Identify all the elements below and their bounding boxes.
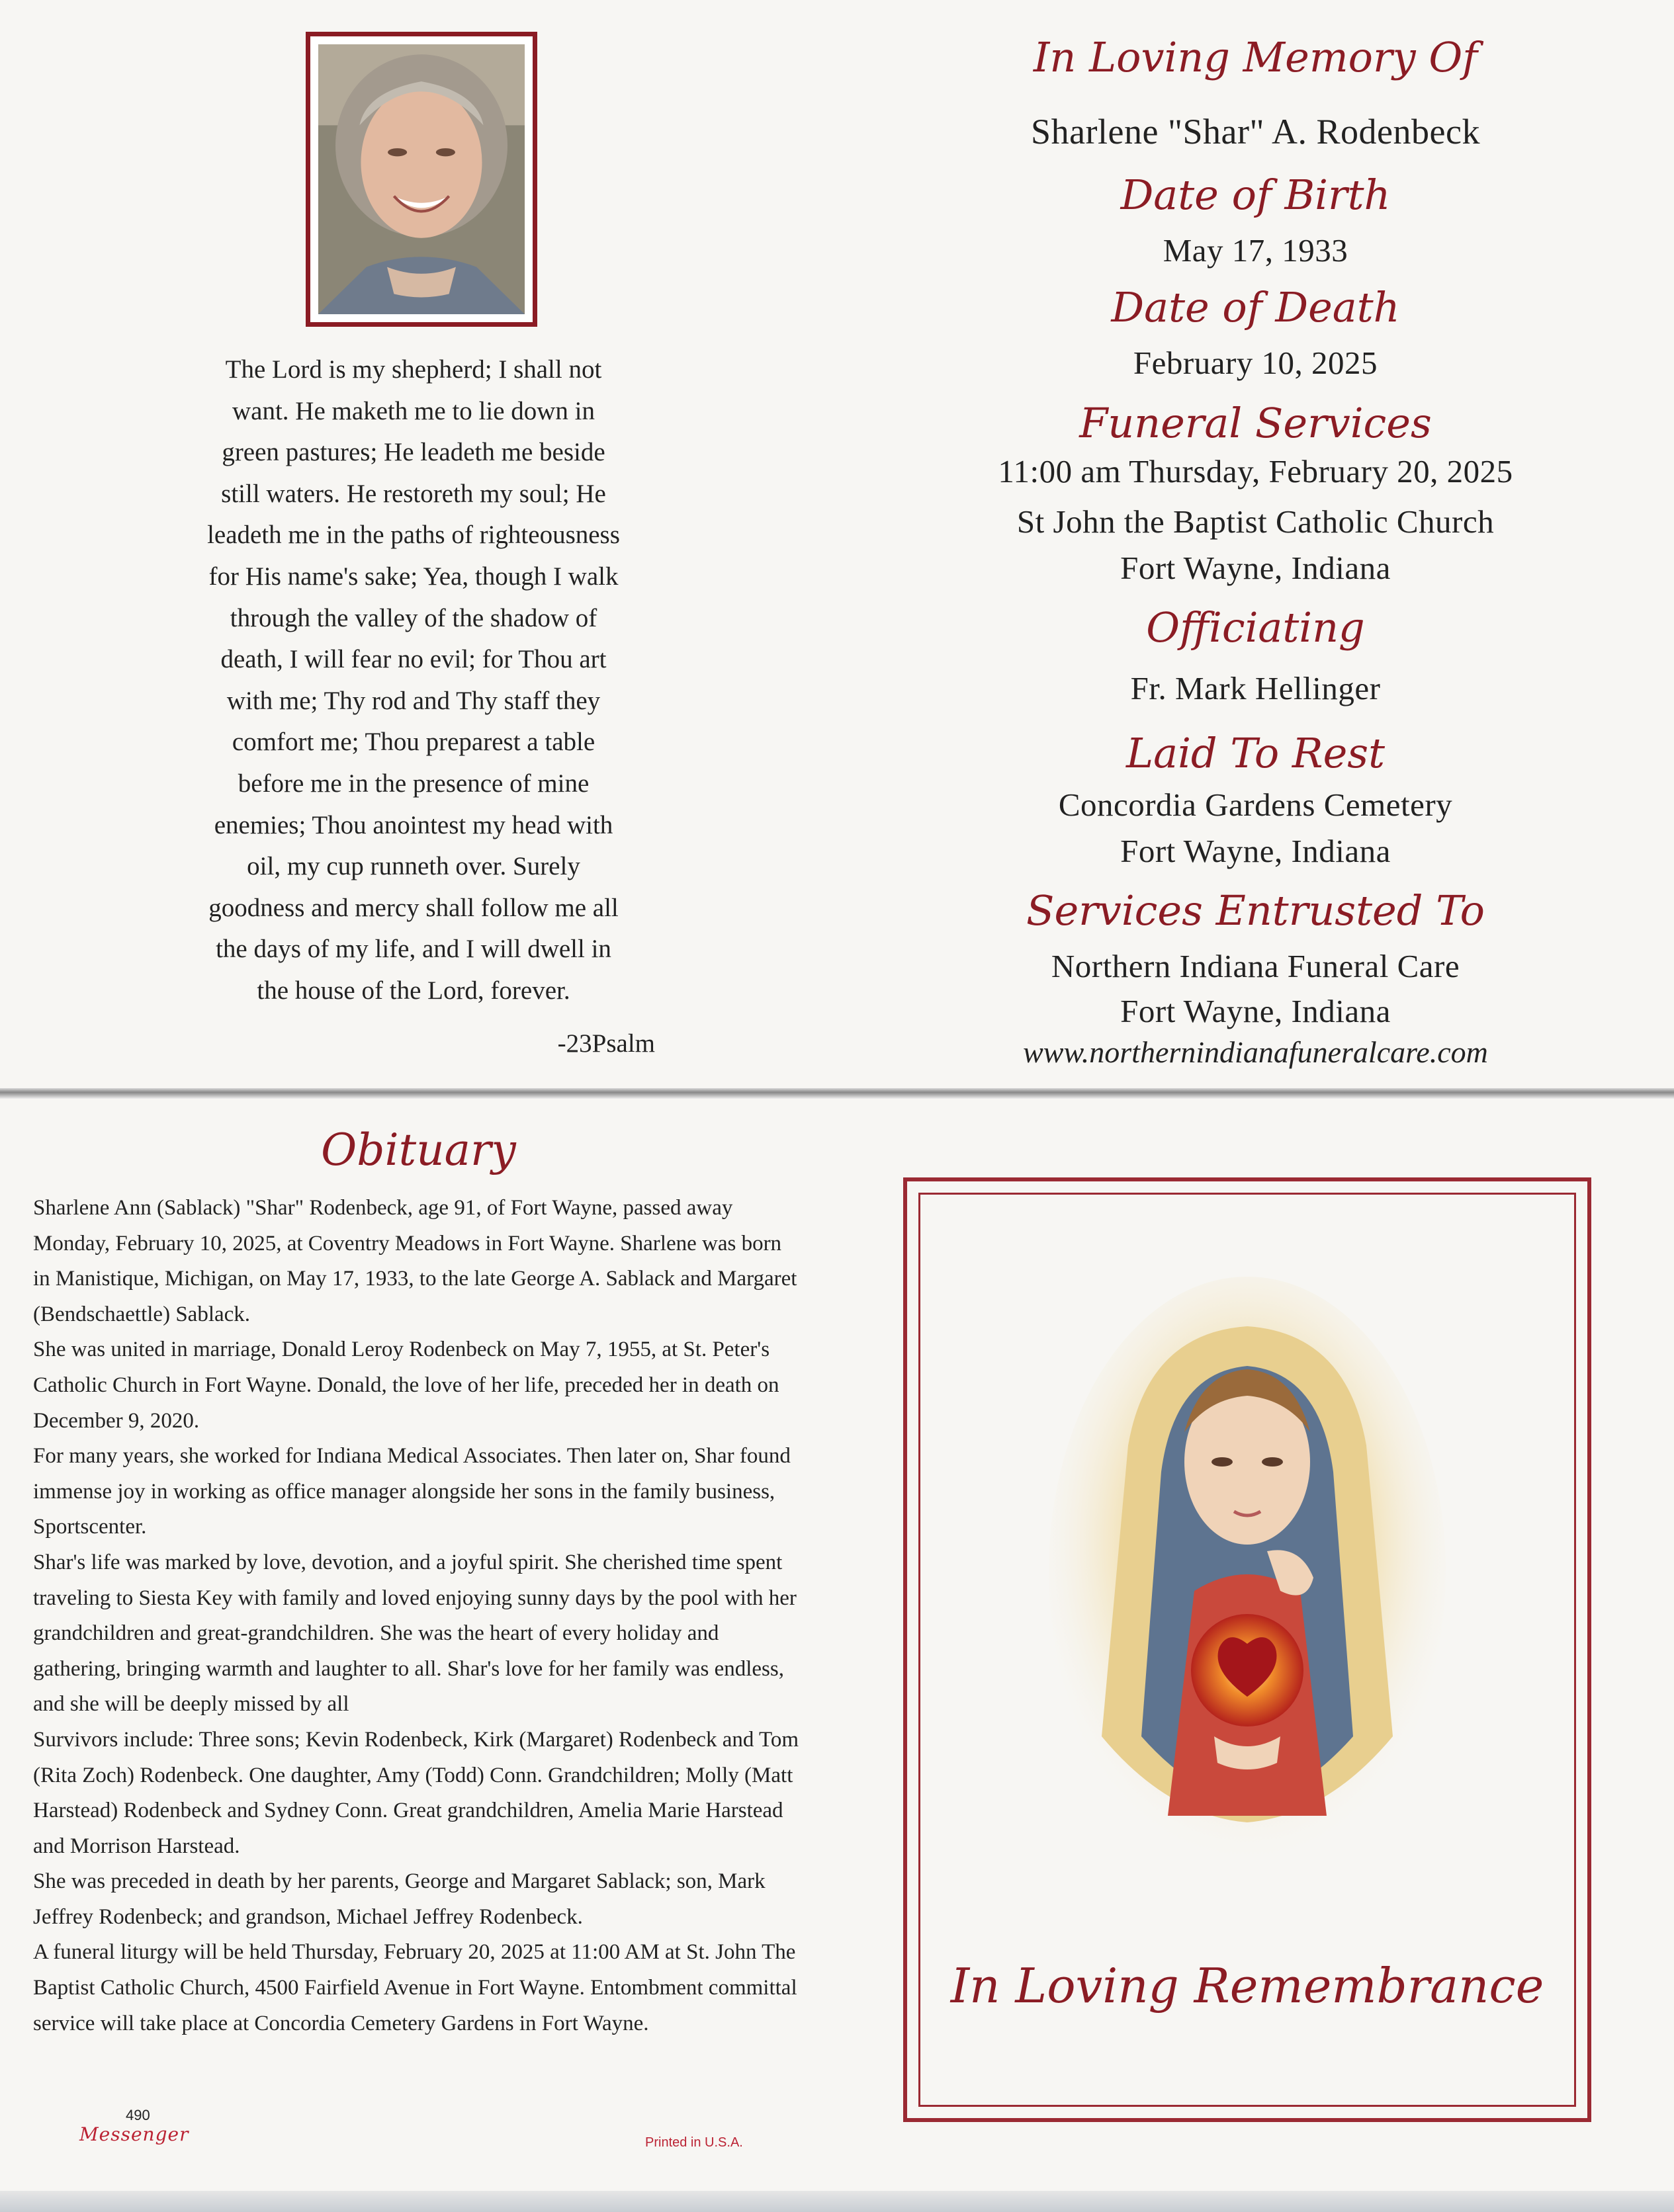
rest-heading: Laid To Rest: [1125, 729, 1386, 777]
rest-city: Fort Wayne, Indiana: [1120, 833, 1391, 869]
publisher-number: 490: [126, 2107, 150, 2123]
psalm-line: green pastures; He leadeth me beside: [222, 438, 605, 467]
psalm-reference: -23Psalm: [557, 1029, 655, 1058]
obituary-title: Obituary: [321, 1125, 516, 1175]
psalm-line: with me; Thy rod and Thy staff they: [226, 686, 601, 715]
portrait-frame: [306, 32, 537, 327]
psalm-line: leadeth me in the paths of righteousness: [207, 521, 620, 550]
memorial-details-panel: [837, 0, 1674, 1091]
death-heading: Date of Death: [1111, 283, 1400, 331]
psalm-line: through the valley of the shadow of: [230, 603, 597, 632]
services-heading: Funeral Services: [1079, 399, 1432, 447]
obituary-paragraph: Survivors include: Three sons; Kevin Rodenbeck, Kirk (Margaret) Rodenbeck and Tom (Rita Zoch) Rodenbeck. One daughter, Amy (Todd) Conn. Grandchildren; Molly (Matt Harstead) Rodenbeck and Sydney Conn. Great grandchildren, Amelia Marie Harstead and Morrison Harstead.: [33, 1727, 799, 1858]
memory-heading: In Loving Memory Of: [1033, 33, 1478, 81]
psalm-line: still waters. He restoreth my soul; He: [221, 479, 606, 508]
obituary-paragraph: A funeral liturgy will be held Thursday, February 20, 2025 at 11:00 AM at St. John The Baptist Catholic Church, 4500 Fairfield Avenue in Fort Wayne. Entombment committal service will take place at Concordia Cemetery Gardens in Fort Wayne.: [33, 1940, 797, 2035]
rest-place: Concordia Gardens Cemetery: [1058, 787, 1453, 823]
officiant-name: Fr. Mark Hellinger: [1130, 670, 1381, 706]
psalm-line: death, I will fear no evil; for Thou art: [220, 645, 607, 674]
fold-line: [0, 1088, 1674, 1099]
publisher-logo: Messenger: [79, 2123, 189, 2145]
cover-title: In Loving Remembrance: [950, 1958, 1544, 2014]
obituary-paragraph: She was preceded in death by her parents, George and Margaret Sablack; son, Mark Jeffrey Rodenbeck; and grandson, Michael Jeffrey Rodenbeck.: [33, 1869, 766, 1929]
obituary-paragraph: She was united in marriage, Donald Leroy Rodenbeck on May 7, 1955, at St. Peter's Catholic Church in Fort Wayne. Donald, the love of her life, preceded her in death on December 9, 2020.: [33, 1338, 779, 1433]
entrusted-heading: Services Entrusted To: [1026, 886, 1485, 935]
obituary-paragraph: Sharlene Ann (Sablack) "Shar" Rodenbeck, age 91, of Fort Wayne, passed away Monday, February 10, 2025, at Coventry Meadows in Fort Wayne. Sharlene was born in Manistique, Michigan, on May 17, 1933, to the late George A. Sablack and Margaret (Bendschaettle) Sablack.: [33, 1196, 797, 1326]
portrait-illustration: [318, 44, 525, 314]
madonna-image: [1049, 1273, 1446, 1869]
immaculate-heart-illustration: [1049, 1273, 1446, 1869]
services-city: Fort Wayne, Indiana: [1120, 550, 1391, 586]
psalm-line: before me in the presence of mine: [238, 769, 590, 798]
birth-heading: Date of Birth: [1120, 171, 1391, 219]
psalm-line: goodness and mercy shall follow me all: [208, 893, 619, 922]
services-place: St John the Baptist Catholic Church: [1016, 503, 1495, 540]
obituary-paragraph: Shar's life was marked by love, devotion, and a joyful spirit. She cherished time spent traveling to Siesta Key with family and loved enjoying sunny days by the pool with her grandchildren and great-grandchildren. She was the heart of every holiday and gathering, bringing warmth and laughter to all. Shar's love for her family was endless, and she will be deeply missed by all: [33, 1550, 797, 1717]
services-time: 11:00 am Thursday, February 20, 2025: [998, 453, 1513, 489]
portrait-photo: [318, 44, 525, 314]
psalm-line: want. He maketh me to lie down in: [232, 396, 595, 425]
psalm-line: oil, my cup runneth over. Surely: [247, 852, 580, 881]
death-date: February 10, 2025: [1133, 345, 1378, 381]
printed-notice: Printed in U.S.A.: [645, 2135, 743, 2150]
funeral-home-url[interactable]: www.northernindianafuneralcare.com: [1023, 1035, 1488, 1069]
officiating-heading: Officiating: [1146, 603, 1365, 652]
birth-date: May 17, 1933: [1163, 232, 1348, 269]
psalm-line: the house of the Lord, forever.: [257, 976, 570, 1005]
funeral-home-city: Fort Wayne, Indiana: [1120, 993, 1391, 1029]
psalm-line: comfort me; Thou preparest a table: [232, 728, 595, 757]
psalm-line: The Lord is my shepherd; I shall not: [225, 355, 602, 384]
psalm-line: the days of my life, and I will dwell in: [216, 935, 611, 964]
psalm-line: enemies; Thou anointest my head with: [214, 810, 613, 839]
deceased-name: Sharlene "Shar" A. Rodenbeck: [1031, 112, 1480, 151]
psalm-line: for His name's sake; Yea, though I walk: [208, 562, 619, 591]
funeral-home-name: Northern Indiana Funeral Care: [1051, 948, 1460, 984]
obituary-paragraph: For many years, she worked for Indiana Medical Associates. Then later on, Shar found immense joy in working as office manager alongside her sons in the family business, Sportscenter.: [33, 1444, 791, 1539]
obituary-body: [33, 1191, 801, 2041]
psalm-text: [165, 349, 662, 1012]
scan-edge: [0, 2191, 1674, 2212]
